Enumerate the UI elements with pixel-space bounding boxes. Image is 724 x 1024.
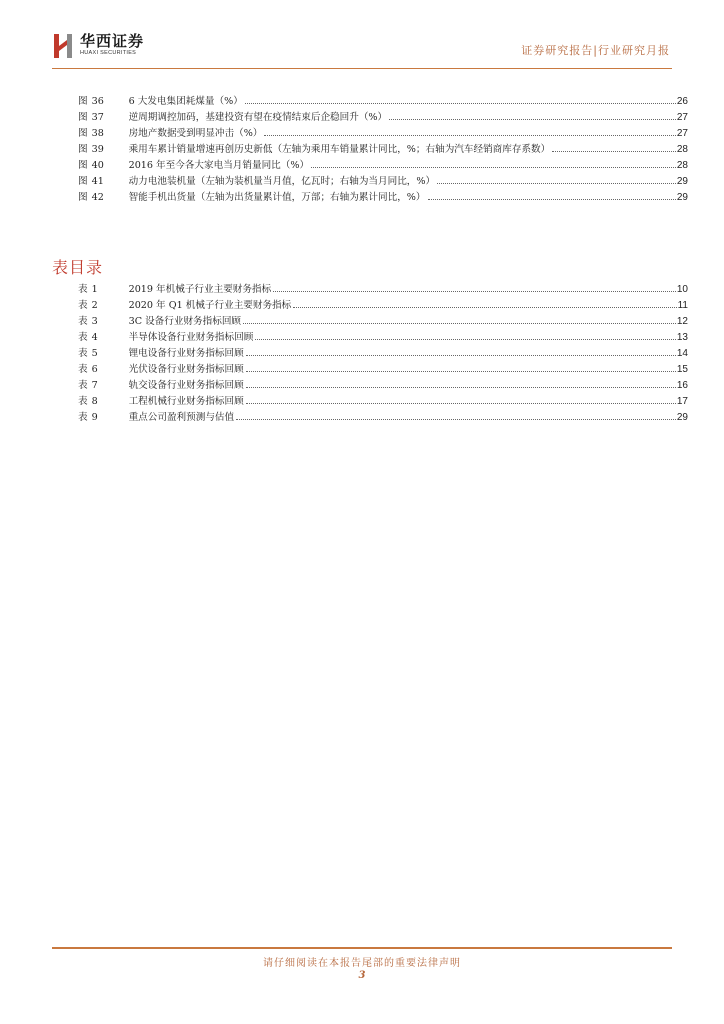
legal-notice: 请仔细阅读在本报告尾部的重要法律声明 bbox=[263, 958, 461, 969]
report-type: 证券研究报告|行业研究月报 bbox=[521, 44, 670, 57]
table-toc-entry[interactable] bbox=[78, 410, 688, 426]
figure-toc-entry[interactable] bbox=[78, 142, 688, 158]
toc-entry-title: 乘用车累计销量增速再创历史新低（左轴为乘用车销量累计同比，%；右轴为汽车经销商库存系数） bbox=[128, 144, 551, 155]
toc-leader-dots bbox=[311, 167, 676, 168]
toc-entry-number: 1 bbox=[91, 284, 98, 295]
toc-leader-dots bbox=[552, 151, 676, 152]
logo-english-name: HUAXI SECURITIES bbox=[80, 50, 137, 56]
toc-entry-number: 4 bbox=[91, 332, 98, 343]
footer-divider bbox=[52, 947, 672, 949]
toc-entry-title: 动力电池装机量（左轴为装机量当月值，亿瓦时；右轴为当月同比，%） bbox=[128, 176, 436, 187]
figure-toc-entry[interactable] bbox=[78, 110, 688, 126]
toc-entry-number: 3 bbox=[91, 316, 98, 327]
toc-entry-page: 13 bbox=[676, 332, 688, 343]
toc-entry-number: 37 bbox=[91, 112, 104, 123]
toc-entry-label: 表 bbox=[78, 332, 88, 343]
figure-toc-entry[interactable] bbox=[78, 174, 688, 190]
toc-entry-page: 11 bbox=[677, 300, 688, 311]
toc-entry-number: 36 bbox=[91, 96, 104, 107]
toc-entry-number: 9 bbox=[91, 412, 98, 423]
toc-entry-title: 逆周期调控加码，基建投资有望在疫情结束后企稳回升（%） bbox=[128, 112, 388, 123]
toc-entry-title: 半导体设备行业财务指标回顾 bbox=[128, 332, 254, 343]
toc-leader-dots bbox=[428, 199, 676, 200]
toc-leader-dots bbox=[437, 183, 676, 184]
table-toc-entry[interactable] bbox=[78, 378, 688, 394]
toc-leader-dots bbox=[243, 323, 676, 324]
table-toc-list bbox=[78, 282, 688, 426]
toc-entry-page: 29 bbox=[676, 192, 688, 203]
toc-leader-dots bbox=[264, 135, 675, 136]
figure-toc-entry[interactable] bbox=[78, 158, 688, 174]
table-toc-entry[interactable] bbox=[78, 394, 688, 410]
toc-entry-title: 3C 设备行业财务指标回顾 bbox=[128, 316, 242, 327]
toc-entry-page: 27 bbox=[676, 128, 688, 139]
toc-entry-page: 29 bbox=[676, 176, 688, 187]
toc-entry-number: 42 bbox=[91, 192, 104, 203]
toc-leader-dots bbox=[273, 291, 676, 292]
toc-entry-label: 表 bbox=[78, 364, 88, 375]
toc-entry-number: 39 bbox=[91, 144, 104, 155]
toc-entry-page: 16 bbox=[676, 380, 688, 391]
toc-entry-label: 图 bbox=[78, 192, 88, 203]
toc-entry-page: 17 bbox=[676, 396, 688, 407]
table-toc-entry[interactable] bbox=[78, 314, 688, 330]
toc-leader-dots bbox=[255, 339, 676, 340]
toc-entry-page: 27 bbox=[676, 112, 688, 123]
toc-entry-label: 表 bbox=[78, 412, 88, 423]
toc-entry-label: 图 bbox=[78, 128, 88, 139]
toc-entry-label: 图 bbox=[78, 144, 88, 155]
toc-entry-page: 28 bbox=[676, 160, 688, 171]
toc-entry-title: 2016 年至今各大家电当月销量同比（%） bbox=[128, 160, 310, 171]
toc-entry-number: 2 bbox=[91, 300, 98, 311]
toc-entry-label: 图 bbox=[78, 160, 88, 171]
table-toc-entry[interactable] bbox=[78, 330, 688, 346]
figure-toc-list bbox=[78, 94, 688, 206]
toc-leader-dots bbox=[389, 119, 676, 120]
toc-leader-dots bbox=[246, 371, 676, 372]
toc-entry-title: 智能手机出货量（左轴为出货量累计值，万部；右轴为累计同比，%） bbox=[128, 192, 426, 203]
toc-leader-dots bbox=[246, 355, 676, 356]
toc-entry-title: 2019 年机械子行业主要财务指标 bbox=[128, 284, 272, 295]
toc-entry-number: 38 bbox=[91, 128, 104, 139]
toc-entry-label: 表 bbox=[78, 316, 88, 327]
table-toc-heading: 表目录 bbox=[52, 258, 104, 277]
toc-entry-number: 6 bbox=[91, 364, 98, 375]
toc-leader-dots bbox=[293, 307, 676, 308]
toc-entry-label: 表 bbox=[78, 284, 88, 295]
toc-entry-label: 表 bbox=[78, 348, 88, 359]
toc-leader-dots bbox=[236, 419, 676, 420]
toc-entry-number: 41 bbox=[91, 176, 104, 187]
toc-leader-dots bbox=[245, 103, 676, 104]
figure-toc-entry[interactable] bbox=[78, 94, 688, 110]
toc-entry-title: 轨交设备行业财务指标回顾 bbox=[128, 380, 244, 391]
header-divider bbox=[52, 68, 672, 69]
toc-entry-title: 工程机械行业财务指标回顾 bbox=[128, 396, 244, 407]
toc-entry-title: 光伏设备行业财务指标回顾 bbox=[128, 364, 244, 375]
toc-entry-number: 8 bbox=[91, 396, 98, 407]
company-logo bbox=[52, 32, 144, 64]
table-toc-entry[interactable] bbox=[78, 298, 688, 314]
toc-entry-page: 15 bbox=[676, 364, 688, 375]
toc-entry-title: 锂电设备行业财务指标回顾 bbox=[128, 348, 244, 359]
toc-entry-page: 10 bbox=[676, 284, 688, 295]
toc-entry-label: 表 bbox=[78, 300, 88, 311]
figure-toc-entry[interactable] bbox=[78, 190, 688, 206]
toc-entry-number: 7 bbox=[91, 380, 98, 391]
table-toc-entry[interactable] bbox=[78, 346, 688, 362]
toc-entry-label: 图 bbox=[78, 176, 88, 187]
toc-entry-title: 房地产数据受到明显冲击（%） bbox=[128, 128, 263, 139]
toc-entry-title: 6 大发电集团耗煤量（%） bbox=[128, 96, 243, 107]
figure-toc-entry[interactable] bbox=[78, 126, 688, 142]
toc-entry-page: 26 bbox=[676, 96, 688, 107]
toc-entry-page: 12 bbox=[676, 316, 688, 327]
toc-entry-label: 表 bbox=[78, 380, 88, 391]
toc-entry-number: 40 bbox=[91, 160, 104, 171]
toc-entry-label: 图 bbox=[78, 96, 88, 107]
toc-leader-dots bbox=[246, 387, 676, 388]
table-toc-entry[interactable] bbox=[78, 362, 688, 378]
toc-entry-title: 重点公司盈利预测与估值 bbox=[128, 412, 235, 423]
page-number: 3 bbox=[358, 970, 366, 981]
toc-entry-label: 图 bbox=[78, 112, 88, 123]
logo-chinese-name: 华西证券 bbox=[80, 32, 145, 50]
toc-entry-page: 14 bbox=[676, 348, 688, 359]
page-header bbox=[0, 0, 724, 70]
toc-entry-page: 29 bbox=[676, 412, 688, 423]
toc-leader-dots bbox=[246, 403, 676, 404]
toc-entry-title: 2020 年 Q1 机械子行业主要财务指标 bbox=[128, 300, 292, 311]
toc-entry-number: 5 bbox=[91, 348, 98, 359]
toc-entry-page: 28 bbox=[676, 144, 688, 155]
huaxi-logo-icon bbox=[52, 32, 74, 60]
table-toc-entry[interactable] bbox=[78, 282, 688, 298]
toc-entry-label: 表 bbox=[78, 396, 88, 407]
